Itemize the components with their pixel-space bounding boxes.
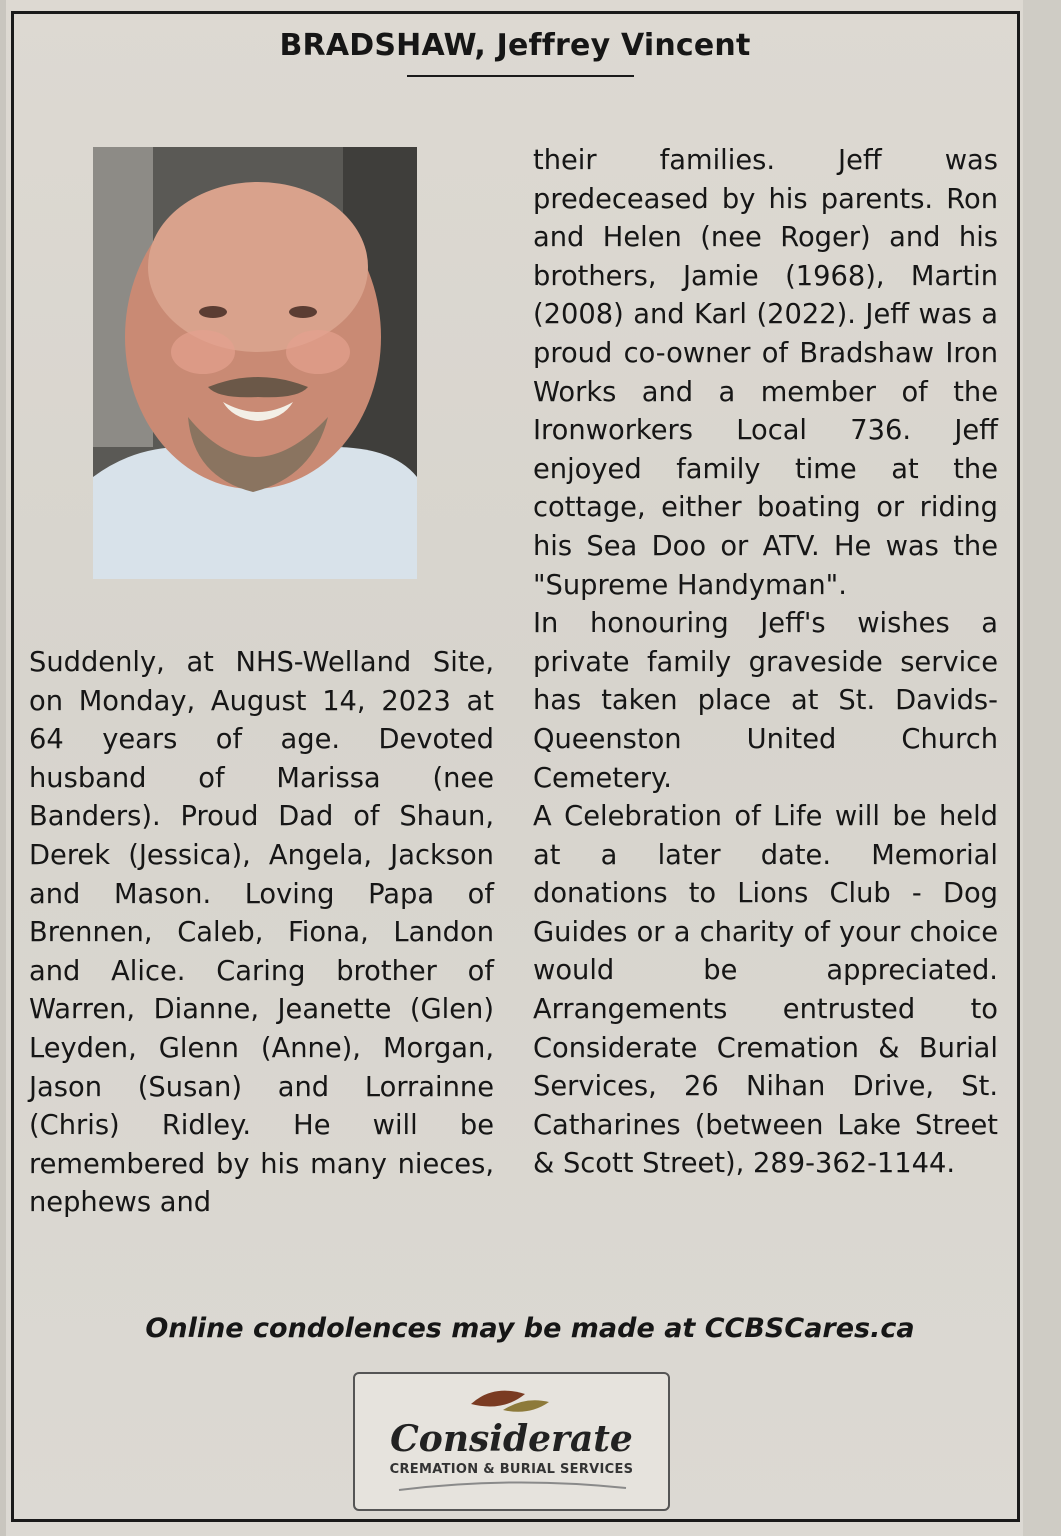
portrait-photo	[93, 147, 417, 579]
title-underline	[407, 75, 634, 77]
obituary-title: BRADSHAW, Jeffrey Vincent	[279, 28, 751, 63]
right-column-paragraph-2: In honouring Jeff's wishes a private family graveside service has taken place at St. Davids-Queenston United Church Cemetery.	[533, 608, 998, 794]
swoosh-icon	[395, 1478, 630, 1494]
funeral-home-logo	[353, 1372, 670, 1511]
right-column-paragraph-3: A Celebration of Life will be held at a later date. Memorial donations to Lions Club - Dog Guides or a charity of your choice would be appreciated. Arrangements entrusted to Considerate Cremation & Burial Services, 26 Nihan Drive, St. Catharines (between Lake Street & Scott Street), 289-362-1144.	[533, 801, 998, 1180]
adjacent-column-edge	[1023, 0, 1061, 1536]
left-column-text: Suddenly, at NHS-Welland Site, on Monday, August 14, 2023 at 64 years of age. Devoted husband of Marissa (nee Banders). Proud Dad of Shaun, Derek (Jessica), Angela, Jackson and Mason. Loving Papa of Brennen, Caleb, Fiona, Landon and Alice. Caring brother of Warren, Dianne, Jeanette (Glen) Leyden, Glenn (Anne), Morgan, Jason (Susan) and Lorrainne (Chris) Ridley. He will be remembered by his many nieces, nephews and	[29, 647, 494, 1219]
logo-script-name: Considerate	[390, 1418, 633, 1460]
leaf-icon	[463, 1382, 553, 1418]
adjacent-column-edge	[0, 0, 6, 1536]
right-column-paragraph-1: their families. Jeff was predeceased by his parents. Ron and Helen (nee Roger) and his brothers, Jamie (1968), Martin (2008) and Karl (2022). Jeff was a proud co-owner of Bradshaw Iron Works and a member of the Ironworkers Local 736. Jeff enjoyed family time at the cottage, either boating or riding his Sea Doo or ATV. He was the "Supreme Handyman".	[533, 145, 998, 601]
obituary-right-column	[533, 142, 998, 1184]
obituary-left-column	[29, 644, 494, 1223]
online-condolences-note: Online condolences may be made at CCBSCares.ca	[145, 1313, 915, 1344]
logo-subtitle: CREMATION & BURIAL SERVICES	[389, 1462, 634, 1477]
